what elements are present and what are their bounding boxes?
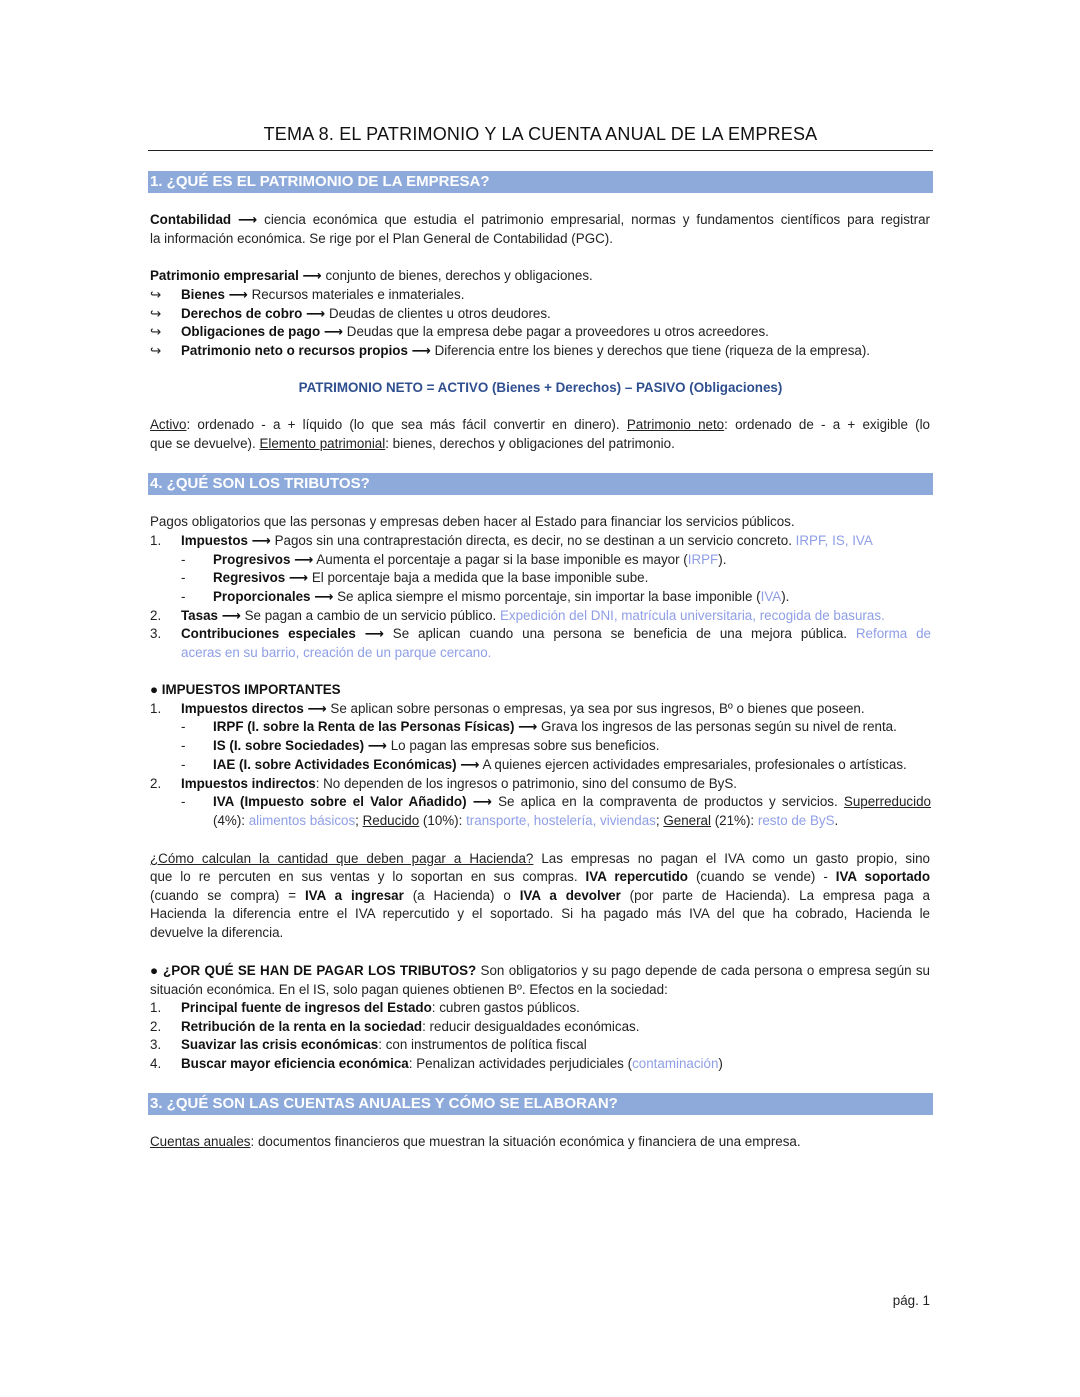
term: Contribuciones especiales ⟶: [181, 626, 384, 641]
term: Patrimonio neto o recursos propios ⟶: [181, 343, 431, 358]
example: contaminación: [632, 1056, 719, 1071]
activo-line-2: [150, 435, 930, 453]
tributos-intro: Pagos obligatorios que las personas y empresas deben hacer al Estado para financiar los servicios públicos.: [150, 514, 795, 529]
list-number: 3.: [150, 1037, 162, 1052]
list-item: [181, 700, 931, 718]
term: Buscar mayor eficiencia económica: [181, 1056, 409, 1071]
list-item: [213, 718, 931, 736]
list-number: 2.: [150, 1019, 162, 1034]
text: (21%):: [710, 813, 758, 828]
term: IRPF (I. sobre la Renta de las Personas Físicas) ⟶: [213, 719, 538, 734]
list-item: [181, 1018, 931, 1036]
text: Recursos materiales e inmateriales.: [247, 287, 465, 302]
text: Las empresas no pagan el IVA como un gasto propio, sino: [533, 851, 930, 866]
text: : cubren gastos públicos.: [431, 1000, 580, 1015]
text: ;: [355, 813, 363, 828]
list-number: 1.: [150, 1000, 162, 1015]
example: resto de ByS: [757, 813, 835, 828]
list-number: 3.: [150, 626, 162, 641]
term: Impuestos directos ⟶: [181, 701, 327, 716]
text: (cuando se vende) -: [688, 869, 836, 884]
term: IAE (I. sobre Actividades Económicas) ⟶: [213, 757, 480, 772]
arrow-hook-icon: ↪: [150, 324, 162, 339]
text: Se aplica en la compraventa de productos y servicios.: [491, 794, 844, 809]
underlined-question: ¿Cómo calculan la cantidad que deben pagar a Hacienda?: [150, 851, 534, 866]
arrow-hook-icon: ↪: [150, 287, 162, 302]
text: : reducir desigualdades económicas.: [422, 1019, 640, 1034]
list-item: [181, 323, 931, 341]
term: Patrimonio empresarial ⟶: [150, 268, 322, 283]
list-item: [181, 625, 931, 643]
list-item: [181, 342, 931, 360]
term: IVA soportado: [835, 869, 931, 884]
activo-line-1: [150, 416, 930, 434]
list-item: [181, 305, 931, 323]
term: Impuestos ⟶: [181, 533, 271, 548]
hacienda-line-4: Hacienda la diferencia entre el IVA repercutido y el soportado. Si ha pagado más IVA del que ha cobrado, Hacienda le: [150, 906, 930, 921]
text: Deudas que la empresa debe pagar a proveedores u otros acreedores.: [343, 324, 769, 339]
list-item: [213, 793, 931, 811]
text: que lo re percuten en sus ventas y lo soportan en sus compras.: [150, 869, 586, 884]
hacienda-line-3: [150, 887, 930, 905]
term: Bienes ⟶: [181, 287, 248, 302]
dash-marker: -: [181, 757, 186, 772]
text: Aumenta el porcentaje a pagar si la base imponible es mayor (: [313, 552, 688, 567]
patrimonio-formula: PATRIMONIO NETO = ACTIVO (Bienes + Derechos) – PASIVO (Obligaciones): [298, 380, 783, 395]
term: Impuestos indirectos: [181, 776, 316, 791]
text: (10%):: [419, 813, 467, 828]
term: Derechos de cobro ⟶: [181, 306, 326, 321]
list-number: 4.: [150, 1056, 162, 1071]
list-number: 2.: [150, 608, 162, 623]
term: Tasas ⟶: [181, 608, 241, 623]
text: Deudas de clientes u otros deudores.: [325, 306, 551, 321]
text: Diferencia entre los bienes y derechos que tiene (riqueza de la empresa).: [430, 343, 871, 358]
text: que se devuelve).: [150, 436, 260, 451]
text: Grava los ingresos de las personas según su nivel de renta.: [537, 719, 897, 734]
term: IVA repercutido: [585, 869, 688, 884]
dash-marker: -: [181, 738, 186, 753]
text: .: [834, 813, 839, 828]
text: conjunto de bienes, derechos y obligaciones.: [321, 268, 593, 283]
text: ).: [718, 552, 727, 567]
list-item: [213, 569, 931, 587]
text: Son obligatorios y su pago depende de cada persona o empresa según su: [476, 963, 930, 978]
text: : con instrumentos de política fiscal: [378, 1037, 587, 1052]
example: IRPF, IS, IVA: [795, 533, 873, 548]
text: (4%):: [213, 813, 249, 828]
text: Se pagan a cambio de un servicio público.: [240, 608, 500, 623]
dash-marker: -: [181, 794, 186, 809]
list-item-continuation: [213, 812, 931, 830]
term: Obligaciones de pago ⟶: [181, 324, 344, 339]
text: Se aplican cuando una persona se beneficia de una mejora pública.: [383, 626, 856, 641]
text: (cuando se compra) =: [150, 888, 305, 903]
list-item: [181, 607, 931, 625]
list-item: [181, 999, 931, 1017]
term: Contabilidad ⟶: [150, 212, 258, 227]
section-heading-tributos: 4. ¿QUÉ SON LOS TRIBUTOS?: [148, 473, 933, 495]
text: El porcentaje baja a medida que la base imponible sube.: [308, 570, 649, 585]
example: Reforma de: [855, 626, 932, 641]
term: Retribución de la renta en la sociedad: [181, 1019, 423, 1034]
impuestos-importantes-heading: [150, 681, 930, 699]
term: Suavizar las crisis económicas: [181, 1037, 379, 1052]
list-item-continuation: aceras en su barrio, creación de un parque cercano.: [181, 645, 492, 660]
underlined-term: Superreducido: [843, 794, 931, 809]
example: transporte, hostelería, viviendas: [466, 813, 656, 828]
list-number: 1.: [150, 701, 162, 716]
title-underline: [148, 150, 933, 151]
text: ;: [655, 813, 664, 828]
porque-line-2: situación económica. En el IS, solo pagan quienes obtienen Bº. Efectos en la sociedad:: [150, 982, 668, 997]
list-item: [213, 551, 931, 569]
text: Se aplican sobre personas o empresas, ya sea por sus ingresos, Bº o bienes que poseen.: [326, 701, 865, 716]
underlined-term: General: [663, 813, 711, 828]
section-heading-patrimonio: 1. ¿QUÉ ES EL PATRIMONIO DE LA EMPRESA?: [148, 171, 933, 193]
underlined-term: Cuentas anuales: [150, 1134, 251, 1149]
dash-marker: -: [181, 570, 186, 585]
underlined-term: Patrimonio neto: [626, 417, 725, 432]
dash-marker: -: [181, 719, 186, 734]
list-item: [181, 532, 931, 550]
example: IVA: [760, 589, 782, 604]
text: Lo pagan las empresas sobre sus beneficios.: [386, 738, 660, 753]
term: IS (I. sobre Sociedades) ⟶: [213, 738, 387, 753]
term: Proporcionales ⟶: [213, 589, 334, 604]
term: Principal fuente de ingresos del Estado: [181, 1000, 432, 1015]
list-item: [181, 775, 931, 793]
text: (por parte de Hacienda). La empresa paga a: [620, 888, 930, 903]
list-item: [181, 1055, 931, 1073]
contabilidad-line-2: la información económica. Se rige por el Plan General de Contabilidad (PGC).: [150, 231, 613, 246]
heading: ● IMPUESTOS IMPORTANTES: [150, 682, 341, 697]
example: IRPF: [687, 552, 719, 567]
list-item: [213, 756, 931, 774]
text: : bienes, derechos y obligaciones del patrimonio.: [385, 436, 675, 451]
text: : ordenado - a + líquido (lo que sea más fácil convertir en dinero).: [186, 417, 627, 432]
page-title: TEMA 8. EL PATRIMONIO Y LA CUENTA ANUAL DE LA EMPRESA: [263, 124, 818, 144]
dash-marker: -: [181, 589, 186, 604]
example: Expedición del DNI, matrícula universitaria, recogida de basuras.: [499, 608, 885, 623]
arrow-hook-icon: ↪: [150, 306, 162, 321]
text: A quienes ejercen actividades empresariales, profesionales o artísticas.: [479, 757, 907, 772]
heading: ● ¿POR QUÉ SE HAN DE PAGAR LOS TRIBUTOS?: [150, 963, 477, 978]
text: : Penalizan actividades perjudiciales (: [408, 1056, 633, 1071]
example: alimentos básicos: [248, 813, 356, 828]
patrimonio-definition: [150, 267, 930, 285]
underlined-term: Activo: [150, 417, 187, 432]
page-number: pág. 1: [892, 1293, 930, 1308]
underlined-term: Elemento patrimonial: [259, 436, 386, 451]
term: IVA (Impuesto sobre el Valor Añadido) ⟶: [213, 794, 492, 809]
cuentas-anuales-definition: [150, 1133, 930, 1151]
term: Progresivos ⟶: [213, 552, 314, 567]
term: IVA a devolver: [519, 888, 621, 903]
term: IVA a ingresar: [304, 888, 404, 903]
hacienda-line-2: [150, 868, 930, 886]
term: Regresivos ⟶: [213, 570, 309, 585]
section-heading-cuentas-anuales: 3. ¿QUÉ SON LAS CUENTAS ANUALES Y CÓMO SE ELABORAN?: [148, 1093, 933, 1115]
list-item: [181, 1036, 931, 1054]
text: Pagos sin una contraprestación directa, es decir, no se destinan a un servicio concreto.: [270, 533, 796, 548]
contabilidad-line-1: [150, 211, 930, 229]
hacienda-line-5: devuelve la diferencia.: [150, 925, 284, 940]
text: : documentos financieros que muestran la situación económica y financiera de una empresa.: [250, 1134, 801, 1149]
list-number: 1.: [150, 533, 162, 548]
text: : ordenado de - a + exigible (lo: [724, 417, 931, 432]
list-item: [213, 737, 931, 755]
text: : No dependen de los ingresos o patrimonio, sino del consumo de ByS.: [315, 776, 738, 791]
arrow-hook-icon: ↪: [150, 343, 162, 358]
list-number: 2.: [150, 776, 162, 791]
text: Se aplica siempre el mismo porcentaje, sin importar la base imponible (: [333, 589, 761, 604]
text: ).: [781, 589, 790, 604]
text: (a Hacienda) o: [403, 888, 520, 903]
porque-line-1: [150, 962, 930, 980]
text: ciencia económica que estudia el patrimonio empresarial, normas y fundamentos científicos para registrar: [257, 212, 930, 227]
dash-marker: -: [181, 552, 186, 567]
underlined-term: Reducido: [362, 813, 420, 828]
list-item: [181, 286, 931, 304]
hacienda-line-1: [150, 850, 930, 868]
list-item: [213, 588, 931, 606]
text: ): [718, 1056, 723, 1071]
